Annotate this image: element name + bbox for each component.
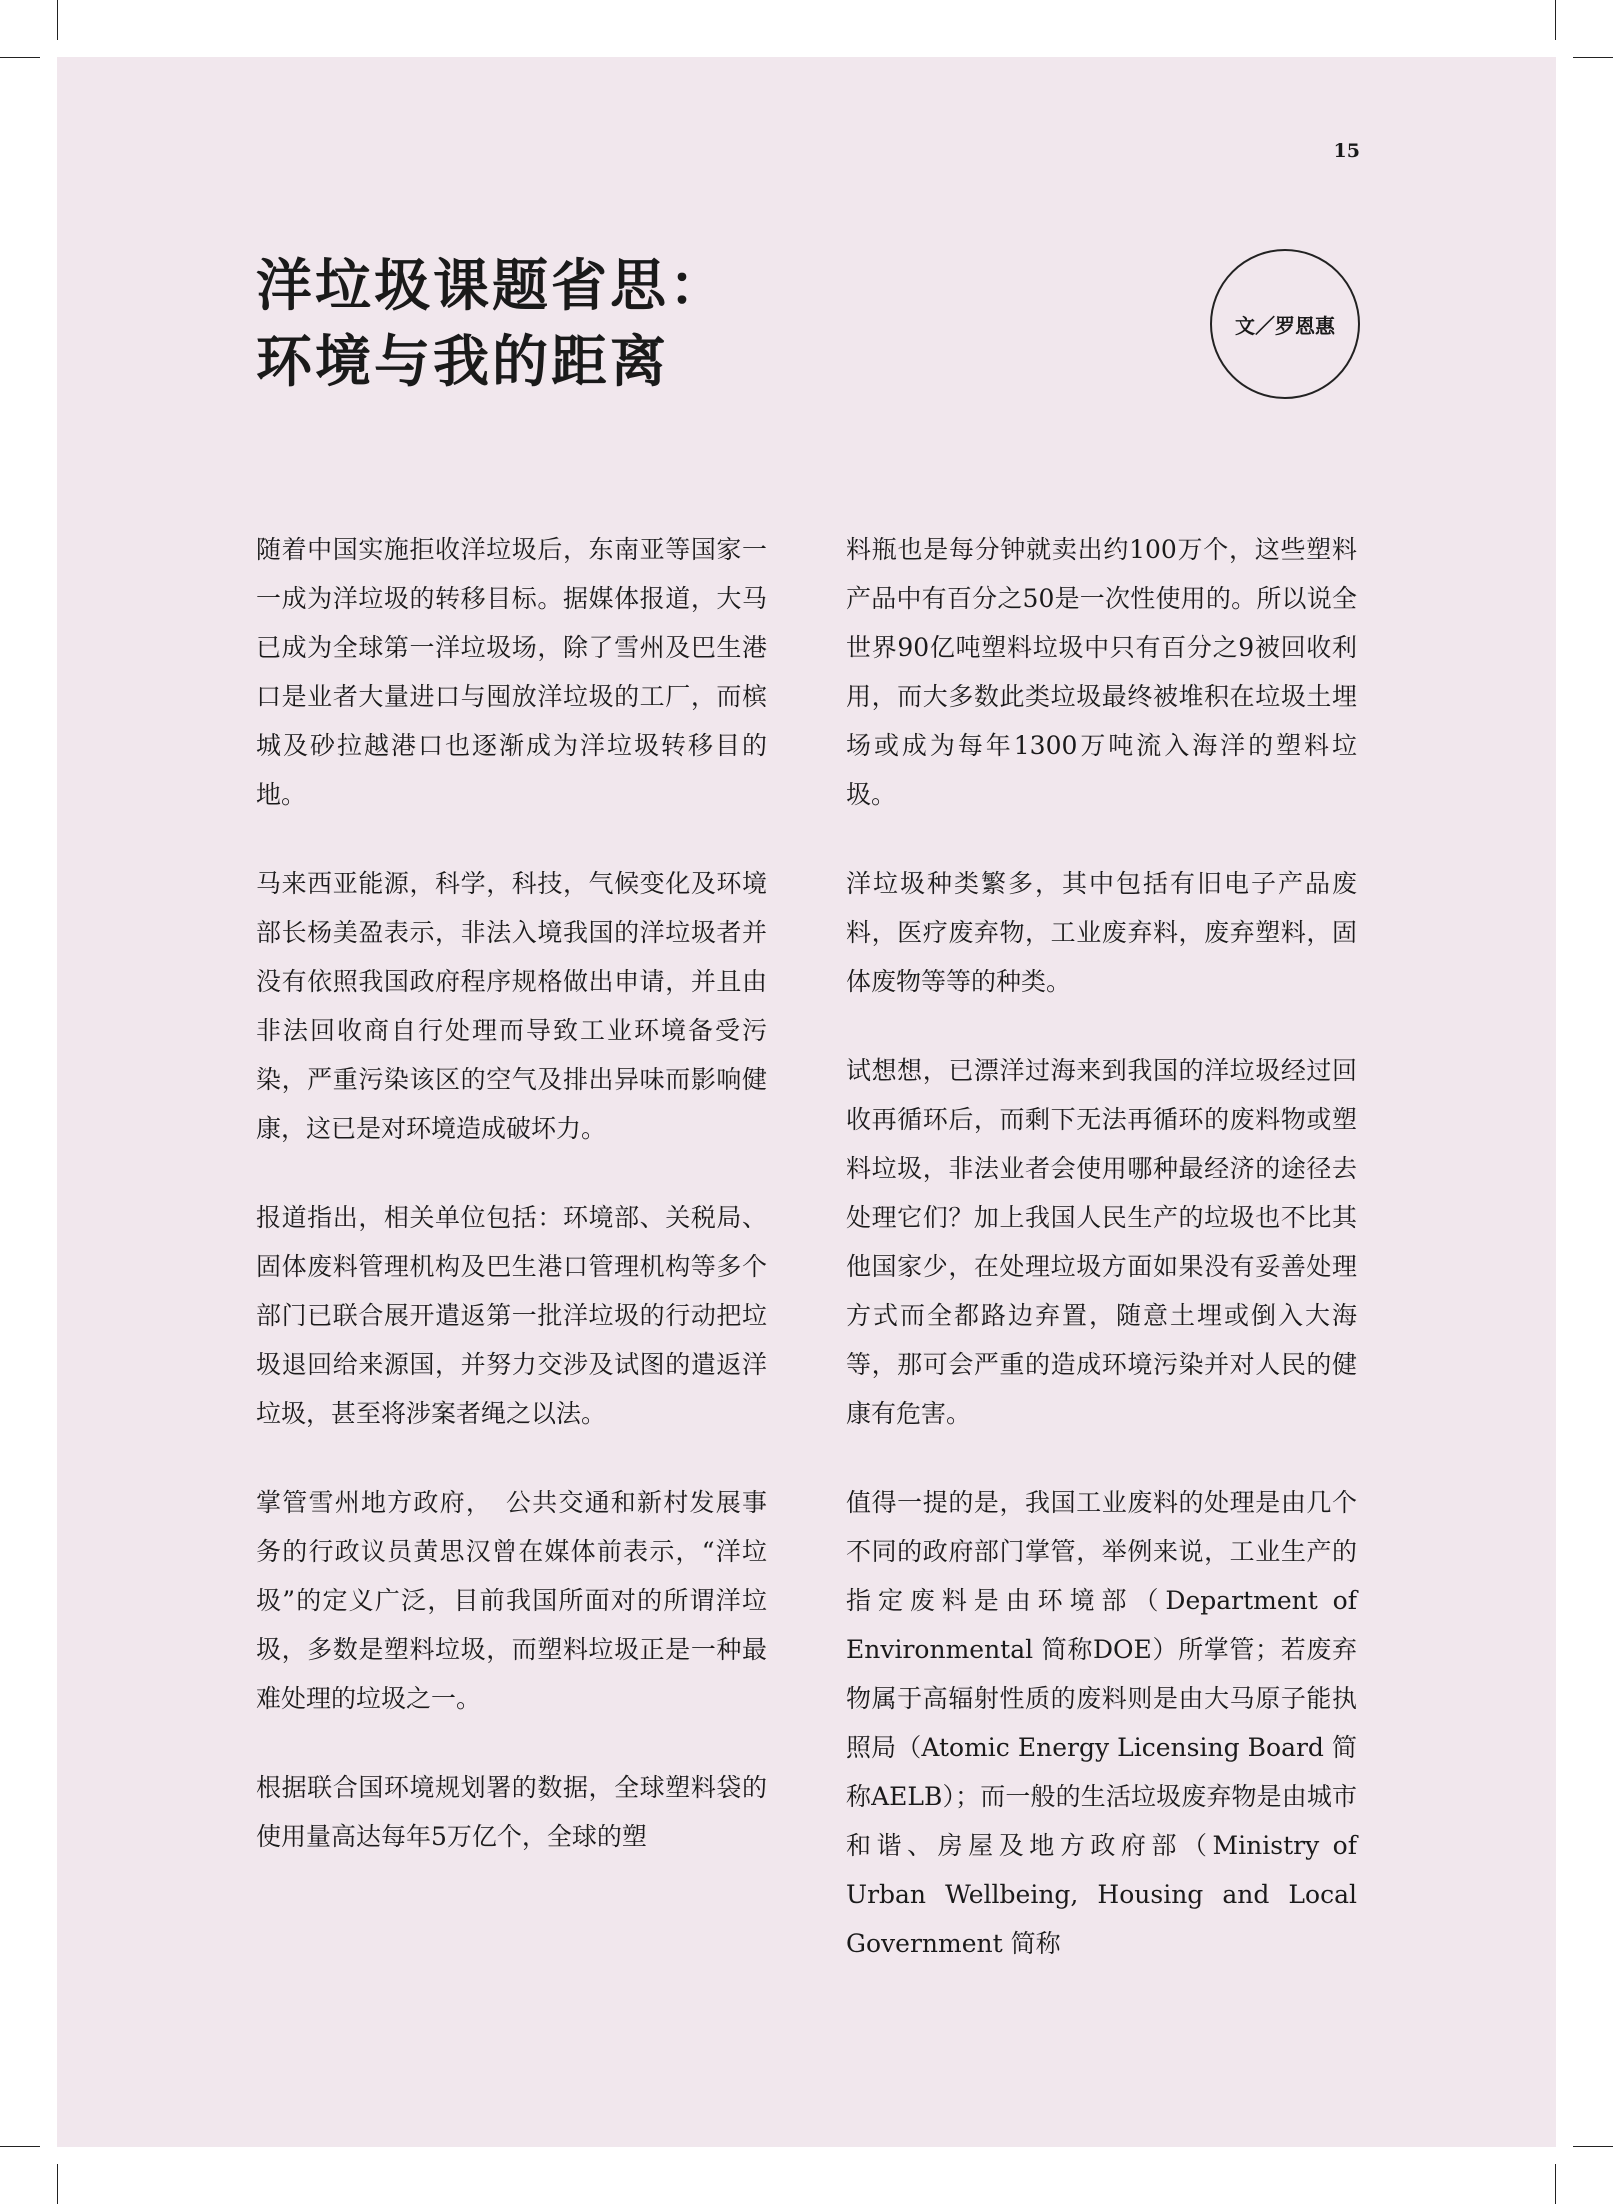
paragraph: 试想想，已漂洋过海来到我国的洋垃圾经过回收再循环后，而剩下无法再循环的废料物或塑料垃圾，非法业者会使用哪种最经济的途径去处理它们？加上我国人民生产的垃圾也不比其他国家少，在处理垃圾方面如果没有妥善处理方式而全都路边弃置，随意土埋或倒入大海等，那可会严重的造成环境污染并对人民的健康有危害。 — [846, 1056, 1357, 1428]
article-title-line-1: 洋垃圾课题省思： — [256, 253, 728, 319]
crop-mark-top-left-horizontal — [0, 57, 40, 58]
paragraph: 马来西亚能源，科学，科技，气候变化及环境部长杨美盈表示，非法入境我国的洋垃圾者并没有依照我国政府程序规格做出申请，并且由非法回收商自行处理而导致工业环境备受污染，严重污染该区的空气及排出异味而影响健康，这已是对环境造成破坏力。 — [256, 869, 767, 1143]
crop-mark-top-right-vertical — [1555, 0, 1556, 40]
paragraph: 值得一提的是，我国工业废料的处理是由几个不同的政府部门掌管，举例来说，工业生产的指定废料是由环境部（Department of Environmental 简称DOE）所掌管；若废弃物属于高辐射性质的废料则是由大马原子能执照局（Atomic Energy Licensing Board 简称AELB）；而一般的生活垃圾废弃物是由城市和谐、房屋及地方政府部（Ministry of Urban Wellbeing, Housing and Local Government 简称 — [846, 1488, 1357, 1958]
paragraph: 掌管雪州地方政府， 公共交通和新村发展事务的行政议员黄思汉曾在媒体前表示，“洋垃圾”的定义广泛，目前我国所面对的所谓洋垃圾，多数是塑料垃圾，而塑料垃圾正是一种最难处理的垃圾之一。 — [256, 1488, 767, 1713]
paragraph: 洋垃圾种类繁多，其中包括有旧电子产品废料，医疗废弃物，工业废弃料，废弃塑料，固体废物等等的种类。 — [846, 869, 1357, 996]
author-byline: 文／罗恩惠 — [1235, 313, 1335, 338]
left-column — [256, 525, 767, 1901]
paragraph: 随着中国实施拒收洋垃圾后，东南亚等国家一一成为洋垃圾的转移目标。据媒体报道，大马已成为全球第一洋垃圾场，除了雪州及巴生港口是业者大量进口与囤放洋垃圾的工厂，而槟城及砂拉越港口也逐渐成为洋垃圾转移目的地。 — [256, 535, 767, 809]
page-number: 15 — [1333, 140, 1360, 162]
author-badge — [1210, 249, 1360, 399]
article-title — [256, 248, 728, 400]
article-title-line-2: 环境与我的距离 — [256, 329, 669, 395]
paragraph: 根据联合国环境规划署的数据，全球塑料袋的使用量高达每年5万亿个，全球的塑 — [256, 1773, 767, 1851]
crop-mark-bottom-right-horizontal — [1573, 2146, 1613, 2147]
crop-mark-top-left-vertical — [57, 0, 58, 40]
paragraph: 料瓶也是每分钟就卖出约100万个，这些塑料产品中有百分之50是一次性使用的。所以说全世界90亿吨塑料垃圾中只有百分之9被回收利用，而大多数此类垃圾最终被堆积在垃圾土埋场或成为每年1300万吨流入海洋的塑料垃圾。 — [846, 535, 1357, 809]
crop-mark-top-right-horizontal — [1573, 57, 1613, 58]
right-column — [846, 525, 1357, 2008]
crop-mark-bottom-left-vertical — [57, 2164, 58, 2204]
crop-mark-bottom-left-horizontal — [0, 2146, 40, 2147]
crop-mark-bottom-right-vertical — [1555, 2164, 1556, 2204]
paragraph: 报道指出，相关单位包括：环境部、关税局、固体废料管理机构及巴生港口管理机构等多个部门已联合展开遣返第一批洋垃圾的行动把垃圾退回给来源国，并努力交涉及试图的遣返洋垃圾，甚至将涉案者绳之以法。 — [256, 1203, 767, 1428]
